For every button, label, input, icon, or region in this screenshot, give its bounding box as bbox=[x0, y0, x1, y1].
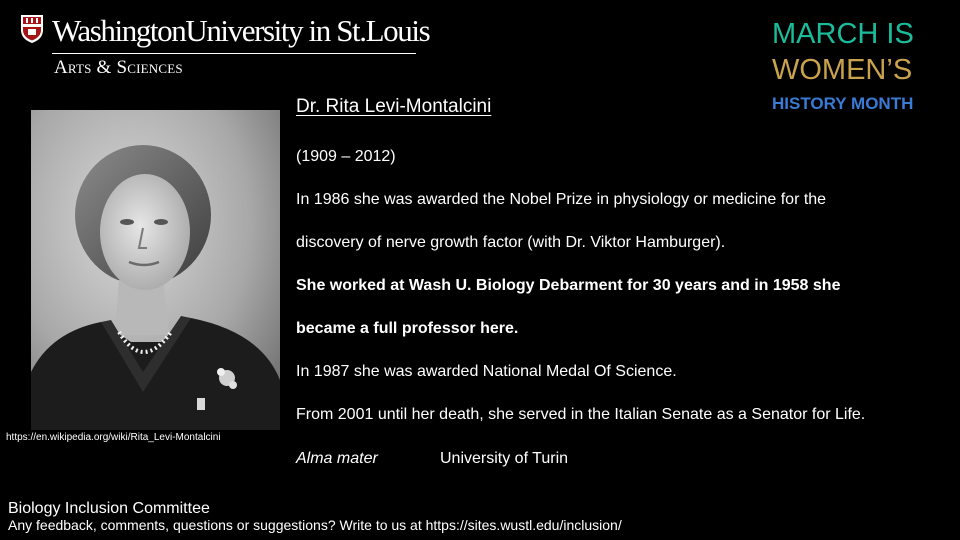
footer-title: Biology Inclusion Committee bbox=[8, 500, 210, 517]
college-name: Arts & Sciences bbox=[54, 57, 183, 78]
banner-line-3: HISTORY MONTH bbox=[772, 94, 914, 113]
alma-mater-label: Alma mater bbox=[296, 450, 378, 467]
bio-line: In 1987 she was awarded National Medal Of Science. bbox=[296, 363, 677, 380]
portrait-illustration bbox=[31, 110, 280, 430]
banner-line-1: MARCH IS bbox=[772, 18, 914, 50]
bio-line: In 1986 she was awarded the Nobel Prize in physiology or medicine for the bbox=[296, 191, 827, 208]
university-logo bbox=[18, 12, 430, 82]
bio-line: She worked at Wash U. Biology Debarment for 30 years and in 1958 she bbox=[296, 277, 841, 294]
person-name: Dr. Rita Levi-Montalcini bbox=[296, 96, 492, 117]
bio-line: became a full professor here. bbox=[296, 320, 519, 337]
logo-divider bbox=[52, 53, 416, 54]
banner-line-2: WOMEN’S bbox=[772, 54, 913, 86]
university-shield-icon bbox=[20, 14, 44, 44]
bio-line: discovery of nerve growth factor (with Dr. Viktor Hamburger). bbox=[296, 234, 726, 251]
alma-mater-value: University of Turin bbox=[440, 450, 569, 467]
university-name: WashingtonUniversity in St.Louis bbox=[52, 13, 430, 48]
portrait-photo bbox=[31, 110, 280, 430]
footer-feedback-message: Any feedback, comments, questions or suggestions? Write to us at https://sites.wustl.edu/inclusion/ bbox=[8, 517, 622, 533]
bio-line: From 2001 until her death, she served in the Italian Senate as a Senator for Life. bbox=[296, 406, 866, 423]
photo-credit-link[interactable]: https://en.wikipedia.org/wiki/Rita_Levi-Montalcini bbox=[6, 432, 221, 443]
life-years: (1909 – 2012) bbox=[296, 148, 396, 165]
